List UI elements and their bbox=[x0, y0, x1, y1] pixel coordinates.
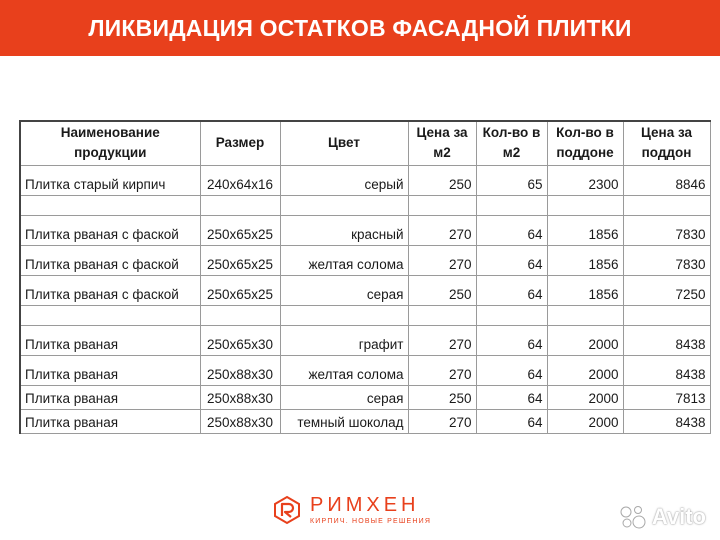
size-cell: 250х65х25 bbox=[200, 215, 280, 245]
color-cell: темный шоколад bbox=[280, 409, 408, 433]
color-cell: желтая солома bbox=[280, 355, 408, 385]
price-table bbox=[19, 120, 711, 434]
product-name-cell: Плитка рваная bbox=[20, 385, 200, 409]
price-per-pallet-cell: 7830 bbox=[623, 215, 710, 245]
price-per-pallet-cell: 8438 bbox=[623, 325, 710, 355]
spacer-row bbox=[20, 195, 710, 215]
empty-cell bbox=[476, 305, 547, 325]
size-cell: 250х65х25 bbox=[200, 245, 280, 275]
product-name-cell: Плитка рваная с фаской bbox=[20, 215, 200, 245]
qty-per-pallet-cell: 2000 bbox=[547, 355, 623, 385]
empty-cell bbox=[408, 305, 476, 325]
product-name-cell: Плитка рваная с фаской bbox=[20, 245, 200, 275]
empty-cell bbox=[476, 195, 547, 215]
price-per-pallet-cell: 8438 bbox=[623, 355, 710, 385]
qty-per-pallet-cell: 1856 bbox=[547, 245, 623, 275]
product-name-cell: Плитка старый кирпич bbox=[20, 165, 200, 195]
logo-brand-name: РИМХЕН bbox=[310, 494, 420, 516]
qty-per-pallet-cell: 2300 bbox=[547, 165, 623, 195]
color-cell: графит bbox=[280, 325, 408, 355]
empty-cell bbox=[280, 195, 408, 215]
logo-tagline: КИРПИЧ. НОВЫЕ РЕШЕНИЯ bbox=[310, 518, 432, 525]
table-row bbox=[20, 165, 710, 195]
qty-per-pallet-cell: 2000 bbox=[547, 409, 623, 433]
color-cell: красный bbox=[280, 215, 408, 245]
qty-per-pallet-cell: 2000 bbox=[547, 325, 623, 355]
price-per-m2-cell: 270 bbox=[408, 245, 476, 275]
rimhen-logo-icon bbox=[272, 495, 302, 525]
avito-dots-icon bbox=[618, 504, 648, 530]
column-header: Цена за м2 bbox=[408, 121, 476, 165]
price-per-pallet-cell: 7813 bbox=[623, 385, 710, 409]
price-per-pallet-cell: 8438 bbox=[623, 409, 710, 433]
qty-per-m2-cell: 65 bbox=[476, 165, 547, 195]
qty-per-m2-cell: 64 bbox=[476, 275, 547, 305]
price-per-pallet-cell: 8846 bbox=[623, 165, 710, 195]
table-body bbox=[20, 165, 710, 433]
color-cell: серая bbox=[280, 275, 408, 305]
size-cell: 250х65х25 bbox=[200, 275, 280, 305]
column-header: Кол-во в поддоне bbox=[547, 121, 623, 165]
empty-cell bbox=[20, 195, 200, 215]
price-per-m2-cell: 270 bbox=[408, 325, 476, 355]
empty-cell bbox=[20, 305, 200, 325]
price-per-m2-cell: 250 bbox=[408, 275, 476, 305]
title-banner bbox=[0, 0, 720, 56]
qty-per-m2-cell: 64 bbox=[476, 215, 547, 245]
table-row bbox=[20, 215, 710, 245]
empty-cell bbox=[280, 305, 408, 325]
qty-per-m2-cell: 64 bbox=[476, 355, 547, 385]
empty-cell bbox=[408, 195, 476, 215]
price-per-m2-cell: 270 bbox=[408, 409, 476, 433]
empty-cell bbox=[623, 305, 710, 325]
column-header: Кол-во в м2 bbox=[476, 121, 547, 165]
qty-per-pallet-cell: 2000 bbox=[547, 385, 623, 409]
empty-cell bbox=[547, 195, 623, 215]
table-row bbox=[20, 275, 710, 305]
avito-watermark-text: Avito bbox=[651, 504, 706, 529]
size-cell: 250х88х30 bbox=[200, 409, 280, 433]
empty-cell bbox=[200, 195, 280, 215]
table-row bbox=[20, 325, 710, 355]
spacer-row bbox=[20, 305, 710, 325]
product-name-cell: Плитка рваная bbox=[20, 325, 200, 355]
qty-per-m2-cell: 64 bbox=[476, 325, 547, 355]
empty-cell bbox=[547, 305, 623, 325]
size-cell: 240х64х16 bbox=[200, 165, 280, 195]
price-per-pallet-cell: 7250 bbox=[623, 275, 710, 305]
empty-cell bbox=[623, 195, 710, 215]
column-header: Размер bbox=[200, 121, 280, 165]
empty-cell bbox=[200, 305, 280, 325]
table-row bbox=[20, 245, 710, 275]
table-header-row bbox=[20, 121, 710, 165]
color-cell: желтая солома bbox=[280, 245, 408, 275]
qty-per-m2-cell: 64 bbox=[476, 409, 547, 433]
size-cell: 250х88х30 bbox=[200, 355, 280, 385]
price-per-m2-cell: 250 bbox=[408, 165, 476, 195]
product-name-cell: Плитка рваная bbox=[20, 355, 200, 385]
column-header: Наименование продукции bbox=[20, 121, 200, 165]
qty-per-m2-cell: 64 bbox=[476, 385, 547, 409]
page-title: ЛИКВИДАЦИЯ ОСТАТКОВ ФАСАДНОЙ ПЛИТКИ bbox=[88, 14, 632, 41]
column-header: Цвет bbox=[280, 121, 408, 165]
qty-per-pallet-cell: 1856 bbox=[547, 215, 623, 245]
price-per-m2-cell: 250 bbox=[408, 385, 476, 409]
product-name-cell: Плитка рваная с фаской bbox=[20, 275, 200, 305]
qty-per-m2-cell: 64 bbox=[476, 245, 547, 275]
table-row bbox=[20, 409, 710, 433]
size-cell: 250х88х30 bbox=[200, 385, 280, 409]
price-per-pallet-cell: 7830 bbox=[623, 245, 710, 275]
column-header: Цена за поддон bbox=[623, 121, 710, 165]
size-cell: 250х65х30 bbox=[200, 325, 280, 355]
table-row bbox=[20, 385, 710, 409]
company-logo bbox=[272, 492, 431, 528]
color-cell: серая bbox=[280, 385, 408, 409]
price-per-m2-cell: 270 bbox=[408, 215, 476, 245]
qty-per-pallet-cell: 1856 bbox=[547, 275, 623, 305]
price-per-m2-cell: 270 bbox=[408, 355, 476, 385]
table-row bbox=[20, 355, 710, 385]
avito-watermark bbox=[618, 504, 706, 530]
product-name-cell: Плитка рваная bbox=[20, 409, 200, 433]
color-cell: серый bbox=[280, 165, 408, 195]
